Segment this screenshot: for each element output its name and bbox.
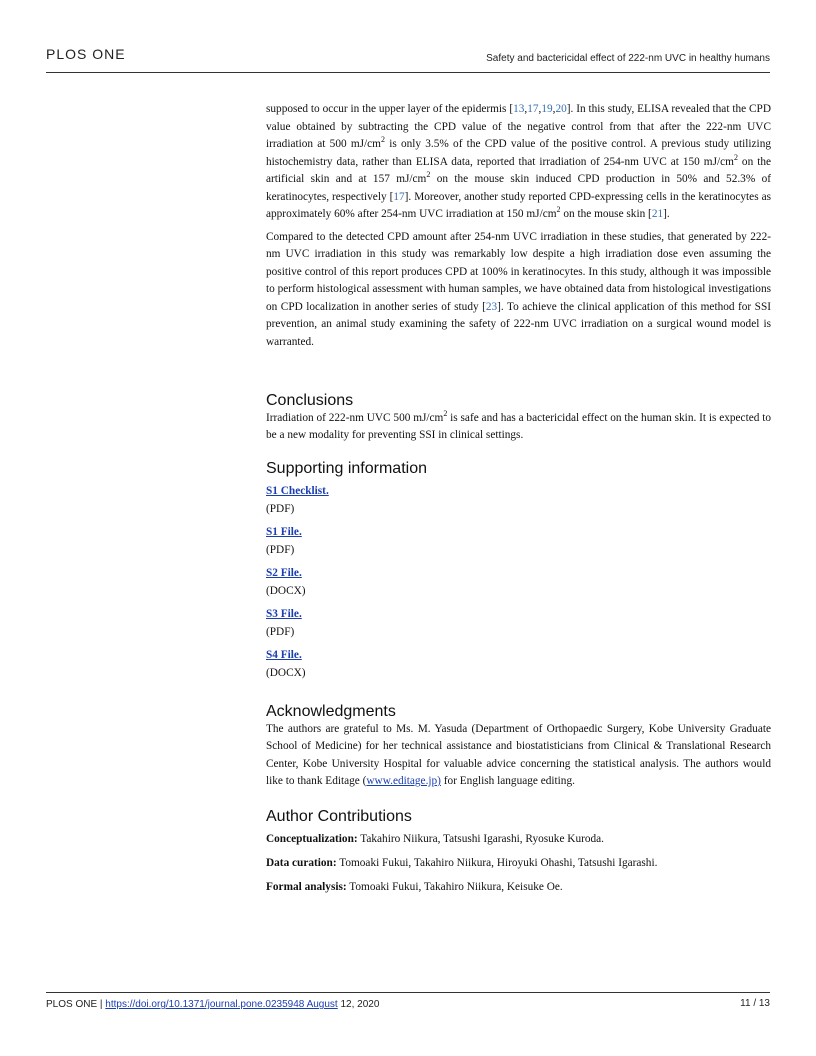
footer-divider	[46, 992, 770, 993]
superscript: 2	[733, 152, 738, 162]
file-type: (DOCX)	[266, 584, 306, 597]
s4-file-link[interactable]: S4 File.	[266, 649, 302, 661]
reference-link[interactable]: 19	[541, 103, 553, 115]
reference-link[interactable]: 13	[513, 103, 525, 115]
text-run: Compared to the detected CPD amount after 254-nm UVC irradiation in these studies, that generated by 222-nm UVC irradiation in this study was remarkably low despite a high irradiation dose even assuming the positive control of this report produces CPD at 100% in keratinocytes. In this study, although it was impossible to perform histological assessment with human samples, we have obtained data from histological investigations on CPD localization in another series of study [	[266, 230, 771, 313]
s1-file-link[interactable]: S1 File.	[266, 526, 302, 538]
file-type: (PDF)	[266, 502, 295, 515]
supporting-information-heading: Supporting information	[266, 459, 427, 477]
footer-journal: PLOS ONE |	[46, 999, 106, 1010]
text-run: for English language editing.	[440, 775, 575, 787]
text-run: The authors are grateful to Ms. M. Yasuda (Department of Orthopaedic Surgery, Kobe University Graduate School of Medicine) for her technical assistance and biostatisticians from Clinical & Translational Research Center, Kobe University Hospital for valuable advice concerning the statistical analysis. The authors would like to thank Editage (	[266, 722, 771, 787]
supporting-item-s1-file	[266, 524, 771, 559]
reference-link[interactable]: 23	[485, 300, 498, 313]
contribution-conceptualization	[266, 830, 771, 848]
contribution-role: Data curation:	[266, 857, 337, 869]
text-run: ].	[663, 208, 670, 220]
acknowledgments-paragraph	[266, 721, 771, 791]
editage-link[interactable]: www.editage.jp)	[366, 775, 441, 787]
file-type: (PDF)	[266, 625, 295, 638]
text-run: on the mouse skin [	[560, 208, 652, 220]
file-type: (DOCX)	[266, 666, 306, 679]
text-run: ]. In this study, ELISA revealed that the CPD value obtained by subtracting the CPD value of the negative control from that after the 222-nm UVC irradiation at 500 mJ/cm	[266, 103, 771, 150]
text-run: Irradiation of 222-nm UVC 500 mJ/cm	[266, 411, 444, 424]
s2-file-link[interactable]: S2 File.	[266, 567, 302, 579]
footer-date: 12, 2020	[337, 999, 380, 1010]
doi-link[interactable]: https://doi.org/10.1371/journal.pone.0235948 August	[105, 999, 338, 1010]
author-contributions-heading: Author Contributions	[266, 807, 412, 825]
contribution-names: Tomoaki Fukui, Takahiro Niikura, Hiroyuki Ohashi, Tatsushi Igarashi.	[339, 857, 658, 869]
supporting-item-s4-file	[266, 647, 771, 682]
footer-citation	[46, 998, 406, 1011]
text-run: ]. To achieve the clinical application of this method for SSI prevention, an animal study examining the safety of 222-nm UVC irradiation on a surgical wound model is warranted.	[266, 300, 771, 348]
contribution-names: Takahiro Niikura, Tatsushi Igarashi, Ryosuke Kuroda.	[360, 833, 604, 845]
supporting-item-s2-file	[266, 565, 771, 600]
text-run: supposed to occur in the upper layer of the epidermis [	[266, 103, 514, 115]
superscript: 2	[380, 135, 385, 145]
running-title: Safety and bactericidal effect of 222-nm UVC in healthy humans	[486, 53, 770, 64]
contribution-formal-analysis	[266, 878, 771, 896]
text-run: is only 3.5% of the CPD value of the positive control. A previous study utilizing histochemistry data, rather than ELISA data, reported that irradiation of 254-nm UVC at 150 mJ/cm	[266, 138, 771, 168]
contribution-names: Tomoaki Fukui, Takahiro Niikura, Keisuke Oe.	[349, 881, 563, 893]
conclusions-heading: Conclusions	[266, 392, 354, 409]
file-type: (PDF)	[266, 543, 295, 556]
s3-file-link[interactable]: S3 File.	[266, 608, 302, 620]
discussion-paragraph-2	[266, 229, 771, 352]
contribution-data-curation	[266, 854, 771, 872]
header-divider	[46, 72, 770, 73]
text-run: is safe and has a bactericidal effect on the human skin. It is expected to be a new modality for preventing SSI in clinical settings.	[266, 411, 771, 441]
supporting-item-s3-file	[266, 606, 771, 641]
superscript: 2	[426, 170, 431, 180]
reference-link[interactable]: 17	[527, 103, 539, 115]
contribution-role: Conceptualization:	[266, 833, 358, 845]
superscript: 2	[443, 408, 448, 418]
text-run: on the artificial skin and at 157 mJ/cm	[266, 155, 771, 185]
superscript: 2	[556, 205, 561, 215]
reference-link[interactable]: 20	[555, 103, 567, 115]
page-number: 11 / 13	[740, 998, 770, 1009]
s1-checklist-link[interactable]: S1 Checklist.	[266, 485, 329, 497]
discussion-paragraph-1: supposed to occur in the upper layer of the epidermis [13,17,19,20]. In this study, ELISA revealed that the CPD value obtained by subtracting the CPD value of the negative control from that after the 222-nm UVC irradiation at 500 $mJ/cm^2$ is only 3.5% of the CPD value of the positive control. A previous study utilizing histochemistry data, rather than ELISA data, reported that irradiation of 254-nm UVC at 150 $mJ/cm^2$ on the artificial skin and at 157 $mJ/cm^2$ on the mouse skin induced CPD production in 50% and 52.3% of keratinocytes, respectively [17]. Moreover, another study reported CPD-expressing cells in the keratinocytes as approximately 60% after 254-nm UVC irradiation at 150 $mJ/cm^2$ on the mouse skin [21].	[266, 103, 771, 220]
article-body	[266, 101, 771, 902]
reference-link[interactable]: 21	[651, 208, 664, 220]
reference-link[interactable]: 17	[393, 190, 405, 203]
text-run: ]. Moreover, another study reported CPD-expressing cells in the keratinocytes as approximately 60% after 254-nm UVC irradiation at 150 mJ/cm	[266, 190, 771, 220]
acknowledgments-heading: Acknowledgments	[266, 703, 396, 720]
journal-name: PLOS ONE	[46, 46, 126, 62]
contribution-role: Formal analysis:	[266, 881, 347, 893]
text-run: on the mouse skin induced CPD production in 50% and 52.3% of keratinocytes, respectively [	[266, 173, 771, 203]
conclusions-paragraph	[266, 410, 771, 445]
supporting-item-s1-checklist	[266, 483, 771, 518]
